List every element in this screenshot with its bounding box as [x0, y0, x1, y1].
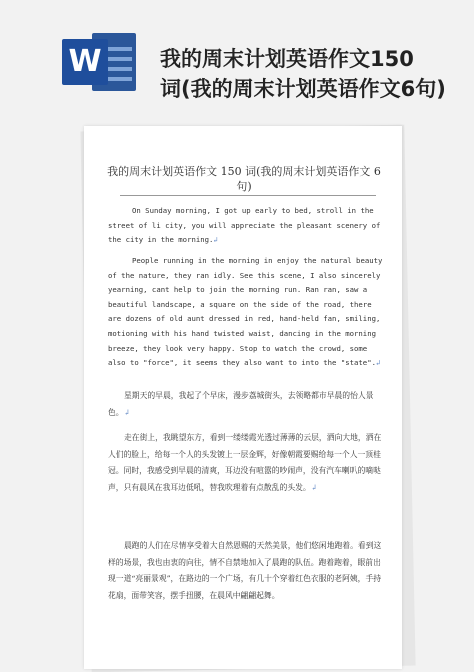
- chinese-paragraph: [108, 538, 386, 604]
- title-divider: [120, 195, 376, 196]
- paragraph-text: On Sunday morning, I got up early to bed, stroll in the street of li city, you will appreciate the pleasant scenery of the city in the morning.: [108, 206, 381, 245]
- word-icon-line: [108, 67, 132, 71]
- paragraph-mark-icon: ↲: [213, 235, 218, 245]
- page-title: [160, 44, 460, 104]
- page-header: [0, 0, 474, 110]
- chinese-paragraph: [108, 388, 386, 421]
- word-icon-line: [108, 47, 132, 51]
- chinese-paragraph: [108, 430, 386, 496]
- word-icon-line: [108, 57, 132, 61]
- paragraph-mark-icon: ↲: [375, 358, 381, 368]
- paragraph-text: People running in the morning in enjoy the natural beauty of the nature, they ran idly. See this scene, I also sincerely yearning, cant help to join the morning run. Ran ran, saw a beautiful landscape, a square on the side of the road, there are dozens of old aunt dressed in red, hand-held fan, smiling, motioning with his hand twisted waist, dancing in the morning breeze, they look very happy. Stop to watch the crowd, some also to "force", it seems they also want to into the "state".: [108, 256, 383, 368]
- document-page: [84, 126, 402, 669]
- paragraph-text: 走在街上，我眺望东方，看到一缕缕霞光透过薄薄的云层，洒向大地，洒在人们的脸上，给每一个人的头发镀上一层金辉，好像朝霞要赐给每一个人一顶桂冠。同时，我感受到早晨的清爽，耳边没有喧嚣的吵闹声，没有汽车喇叭的嘀哒声，只有晨风在我耳边低吼，替我吹理着有点散乱的头发。: [108, 433, 382, 492]
- word-icon-line: [108, 77, 132, 81]
- title-line-1: 我的周末计划英语作文150: [160, 47, 414, 71]
- word-icon-letter: W: [62, 39, 108, 85]
- word-icon: [62, 33, 140, 93]
- paragraph-text: 星期天的早晨，我起了个早床，漫步荔城街头，去领略都市早晨的怡人景色。: [108, 391, 374, 417]
- paragraph-mark-icon: ↲: [123, 407, 131, 417]
- paragraph-mark-icon: ↲: [310, 482, 318, 492]
- english-paragraph: [108, 204, 386, 248]
- title-line-2: 词(我的周末计划英语作文6句): [160, 77, 446, 101]
- document-title: 我的周末计划英语作文 150 词(我的周末计划英语作文 6 句): [107, 165, 381, 193]
- paragraph-text: 晨跑的人们在尽情享受着大自然恩赐的天然美景，他们悠闲地跑着。看到这样的场景，我也由衷的向往，情不自禁地加入了晨跑的队伍。跑着跑着，眼前出现一道“亮丽景观”，在路边的一个广场，有几十个穿着红色衣服的老阿姨，手持花扇，面带笑容，摆手扭腰，在晨风中翩翩起舞。: [108, 541, 382, 600]
- english-paragraph: [108, 254, 386, 371]
